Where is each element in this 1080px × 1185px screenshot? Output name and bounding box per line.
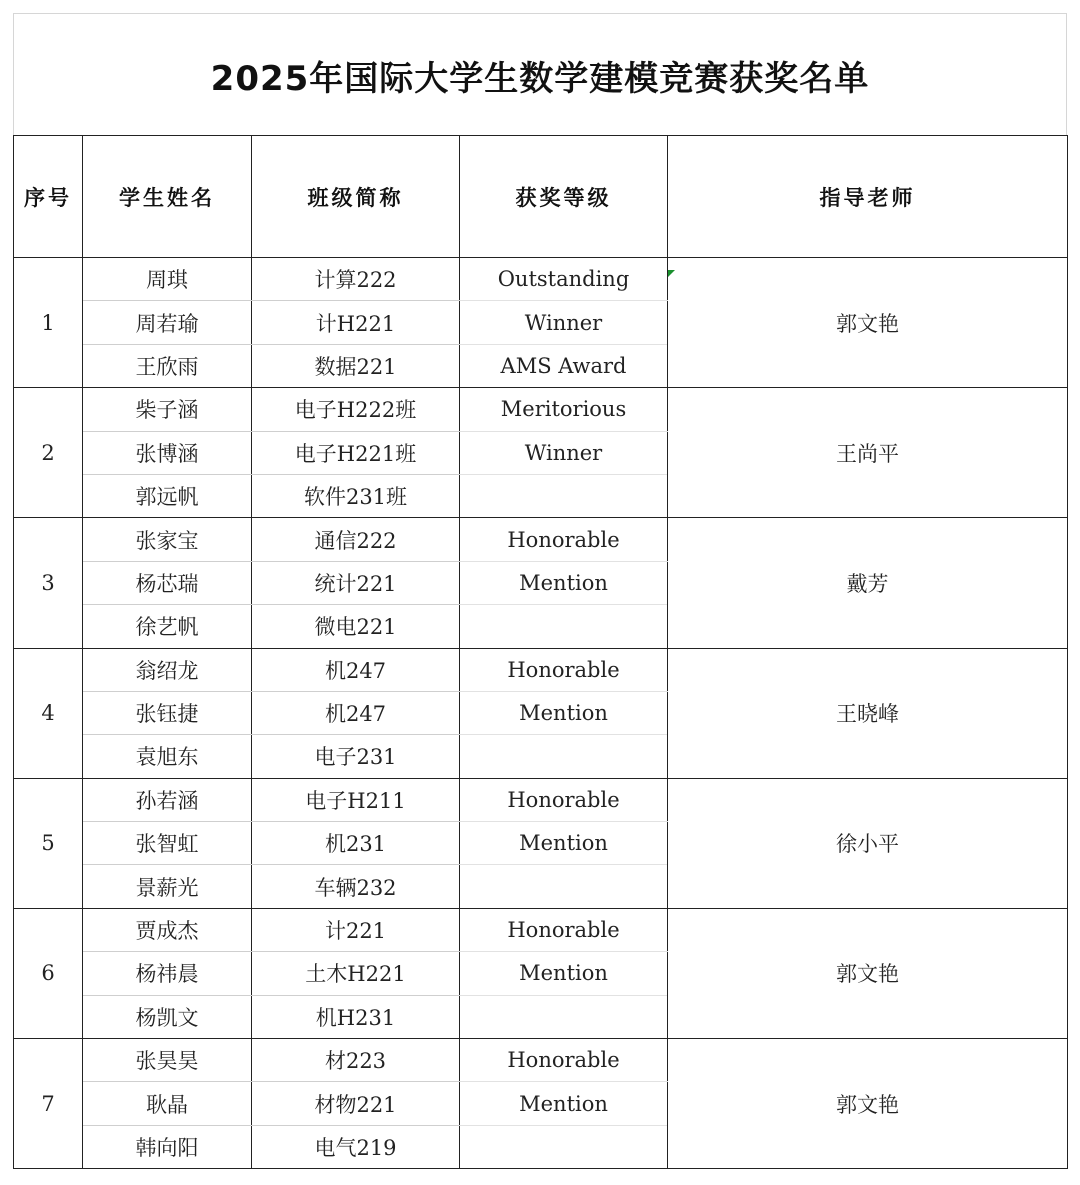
advisor-cell[interactable]: 郭文艳 bbox=[668, 908, 1068, 1038]
class-cell[interactable]: 材223 bbox=[252, 1039, 460, 1082]
index-cell[interactable]: 7 bbox=[14, 1039, 83, 1169]
class-cell[interactable]: 土木H221 bbox=[252, 952, 460, 995]
spreadsheet bbox=[13, 13, 1067, 1173]
advisor-cell[interactable]: 王晓峰 bbox=[668, 648, 1068, 778]
award-cell[interactable]: Outstanding bbox=[460, 258, 668, 301]
class-cell[interactable]: 通信222 bbox=[252, 518, 460, 561]
index-cell[interactable]: 2 bbox=[14, 388, 83, 518]
title-row bbox=[13, 13, 1067, 135]
class-cell[interactable]: 电子H211 bbox=[252, 778, 460, 821]
award-cell[interactable]: Mention bbox=[460, 1082, 668, 1125]
table-row bbox=[14, 388, 1068, 431]
student-name-cell[interactable]: 杨凯文 bbox=[83, 995, 252, 1038]
award-cell[interactable]: Honorable bbox=[460, 1039, 668, 1082]
award-cell[interactable]: Honorable bbox=[460, 518, 668, 561]
table-body bbox=[14, 258, 1068, 1169]
student-name-cell[interactable]: 张智虹 bbox=[83, 822, 252, 865]
award-cell[interactable] bbox=[460, 605, 668, 648]
class-cell[interactable]: 计H221 bbox=[252, 301, 460, 344]
class-cell[interactable]: 机231 bbox=[252, 822, 460, 865]
student-name-cell[interactable]: 王欣雨 bbox=[83, 344, 252, 387]
table-row bbox=[14, 258, 1068, 301]
advisor-cell[interactable]: 王尚平 bbox=[668, 388, 1068, 518]
award-cell[interactable]: AMS Award bbox=[460, 344, 668, 387]
award-cell[interactable] bbox=[460, 474, 668, 517]
table-row bbox=[14, 648, 1068, 691]
student-name-cell[interactable]: 贾成杰 bbox=[83, 908, 252, 951]
award-cell[interactable]: Honorable bbox=[460, 778, 668, 821]
table-row bbox=[14, 1039, 1068, 1082]
class-cell[interactable]: 电子231 bbox=[252, 735, 460, 778]
table-row bbox=[14, 518, 1068, 561]
award-cell[interactable]: Mention bbox=[460, 952, 668, 995]
student-name-cell[interactable]: 周琪 bbox=[83, 258, 252, 301]
header-class[interactable]: 班级简称 bbox=[252, 136, 460, 258]
award-cell[interactable]: Honorable bbox=[460, 908, 668, 951]
awards-table bbox=[13, 135, 1068, 1169]
award-cell[interactable]: Meritorious bbox=[460, 388, 668, 431]
header-index[interactable]: 序号 bbox=[14, 136, 83, 258]
student-name-cell[interactable]: 袁旭东 bbox=[83, 735, 252, 778]
class-cell[interactable]: 软件231班 bbox=[252, 474, 460, 517]
class-cell[interactable]: 微电221 bbox=[252, 605, 460, 648]
student-name-cell[interactable]: 杨芯瑞 bbox=[83, 561, 252, 604]
student-name-cell[interactable]: 耿晶 bbox=[83, 1082, 252, 1125]
header-award[interactable]: 获奖等级 bbox=[460, 136, 668, 258]
class-cell[interactable]: 机H231 bbox=[252, 995, 460, 1038]
student-name-cell[interactable]: 韩向阳 bbox=[83, 1125, 252, 1168]
advisor-cell[interactable]: 徐小平 bbox=[668, 778, 1068, 908]
award-cell[interactable] bbox=[460, 865, 668, 908]
student-name-cell[interactable]: 周若瑜 bbox=[83, 301, 252, 344]
class-cell[interactable]: 机247 bbox=[252, 648, 460, 691]
class-cell[interactable]: 电气219 bbox=[252, 1125, 460, 1168]
award-cell[interactable] bbox=[460, 735, 668, 778]
student-name-cell[interactable]: 景薪光 bbox=[83, 865, 252, 908]
student-name-cell[interactable]: 张钰捷 bbox=[83, 691, 252, 734]
student-name-cell[interactable]: 孙若涵 bbox=[83, 778, 252, 821]
class-cell[interactable]: 机247 bbox=[252, 691, 460, 734]
student-name-cell[interactable]: 杨祎晨 bbox=[83, 952, 252, 995]
award-cell[interactable] bbox=[460, 1125, 668, 1168]
header-student-name[interactable]: 学生姓名 bbox=[83, 136, 252, 258]
award-cell[interactable]: Mention bbox=[460, 691, 668, 734]
class-cell[interactable]: 数据221 bbox=[252, 344, 460, 387]
class-cell[interactable]: 车辆232 bbox=[252, 865, 460, 908]
cell-comment-marker bbox=[668, 270, 675, 277]
award-cell[interactable]: Winner bbox=[460, 431, 668, 474]
index-cell[interactable]: 6 bbox=[14, 908, 83, 1038]
award-cell[interactable] bbox=[460, 995, 668, 1038]
award-cell[interactable]: Honorable bbox=[460, 648, 668, 691]
student-name-cell[interactable]: 张博涵 bbox=[83, 431, 252, 474]
award-cell[interactable]: Mention bbox=[460, 561, 668, 604]
student-name-cell[interactable]: 翁绍龙 bbox=[83, 648, 252, 691]
index-cell[interactable]: 3 bbox=[14, 518, 83, 648]
student-name-cell[interactable]: 张家宝 bbox=[83, 518, 252, 561]
advisor-cell[interactable]: 郭文艳 bbox=[668, 1039, 1068, 1169]
advisor-cell[interactable]: 戴芳 bbox=[668, 518, 1068, 648]
header-advisor[interactable]: 指导老师 bbox=[668, 136, 1068, 258]
index-cell[interactable]: 1 bbox=[14, 258, 83, 388]
student-name-cell[interactable]: 徐艺帆 bbox=[83, 605, 252, 648]
index-cell[interactable]: 4 bbox=[14, 648, 83, 778]
class-cell[interactable]: 计算222 bbox=[252, 258, 460, 301]
student-name-cell[interactable]: 柴子涵 bbox=[83, 388, 252, 431]
class-cell[interactable]: 统计221 bbox=[252, 561, 460, 604]
table-row bbox=[14, 908, 1068, 951]
header-row bbox=[14, 136, 1068, 258]
student-name-cell[interactable]: 郭远帆 bbox=[83, 474, 252, 517]
class-cell[interactable]: 计221 bbox=[252, 908, 460, 951]
advisor-cell[interactable]: 郭文艳 bbox=[668, 258, 1068, 388]
table-row bbox=[14, 778, 1068, 821]
student-name-cell[interactable]: 张昊昊 bbox=[83, 1039, 252, 1082]
page-title: 2025年国际大学生数学建模竞赛获奖名单 bbox=[210, 59, 870, 99]
class-cell[interactable]: 电子H222班 bbox=[252, 388, 460, 431]
class-cell[interactable]: 电子H221班 bbox=[252, 431, 460, 474]
award-cell[interactable]: Winner bbox=[460, 301, 668, 344]
class-cell[interactable]: 材物221 bbox=[252, 1082, 460, 1125]
index-cell[interactable]: 5 bbox=[14, 778, 83, 908]
award-cell[interactable]: Mention bbox=[460, 822, 668, 865]
